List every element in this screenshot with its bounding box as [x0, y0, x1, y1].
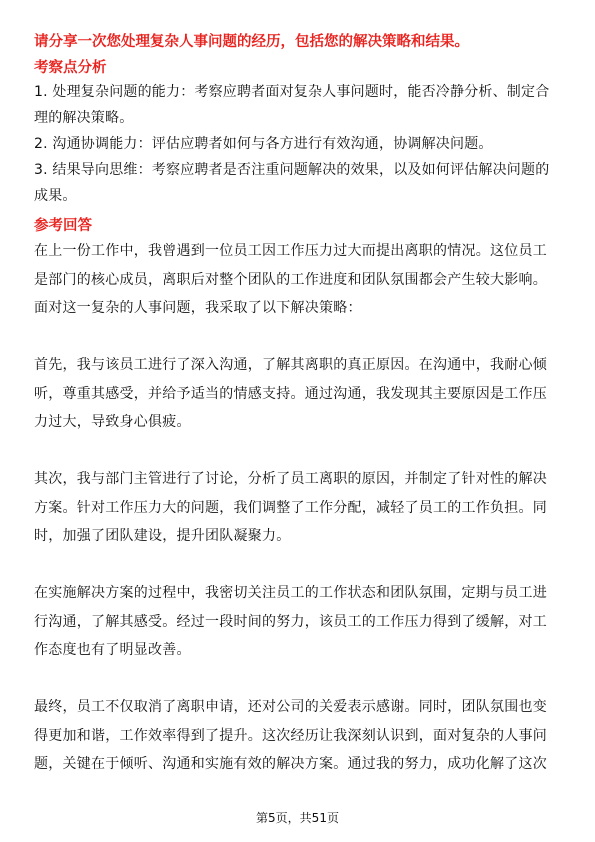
analysis-item: 3. 结果导向思维：考察应聘者是否注重问题解决的效果，以及如何评估解决问题的成果。 [34, 162, 550, 204]
answer-paragraph: 其次，我与部门主管进行了讨论，分析了员工离职的原因，并制定了针对性的解决方案。针对工作压力大的问题，我们调整了工作分配，减轻了员工的工作负担。同时，加强了团队建设，提升团队凝聚力。 [34, 471, 547, 544]
answer-heading: 参考回答 [34, 218, 92, 234]
analysis-item: 2. 沟通协调能力：评估应聘者如何与各方进行有效沟通，协调解决问题。 [34, 136, 493, 152]
answer-paragraph: 在实施解决方案的过程中，我密切关注员工的工作状态和团队氛围，定期与员工进行沟通，了解其感受。经过一段时间的努力，该员工的工作压力得到了缓解，对工作态度也有了明显改善。 [34, 585, 547, 658]
answer-paragraph: 最终，员工不仅取消了离职申请，还对公司的关爱表示感谢。同时，团队氛围也变得更加和谐，工作效率得到了提升。这次经历让我深刻认识到，面对复杂的人事问题，关键在于倾听、沟通和实施有效的解决方案。通过我的努力，成功化解了这次 [34, 699, 547, 772]
answer-paragraph: 首先，我与该员工进行了深入沟通，了解其离职的真正原因。在沟通中，我耐心倾听，尊重其感受，并给予适当的情感支持。通过沟通，我发现其主要原因是工作压力过大，导致身心俱疲。 [34, 357, 547, 430]
analysis-heading: 考察点分析 [34, 60, 107, 76]
document-page [34, 31, 561, 779]
analysis-item: 1. 处理复杂问题的能力：考察应聘者面对复杂人事问题时，能否冷静分析、制定合理的解决策略。 [34, 84, 550, 126]
page-indicator: 第5页，共51页 [256, 811, 339, 825]
question-heading: 请分享一次您处理复杂人事问题的经历，包括您的解决策略和结果。 [34, 34, 469, 50]
answer-paragraph: 在上一份工作中，我曾遇到一位员工因工作压力过大而提出离职的情况。这位员工是部门的核心成员，离职后对整个团队的工作进度和团队氛围都会产生较大影响。面对这一复杂的人事问题，我采取了以下解决策略： [34, 243, 547, 316]
